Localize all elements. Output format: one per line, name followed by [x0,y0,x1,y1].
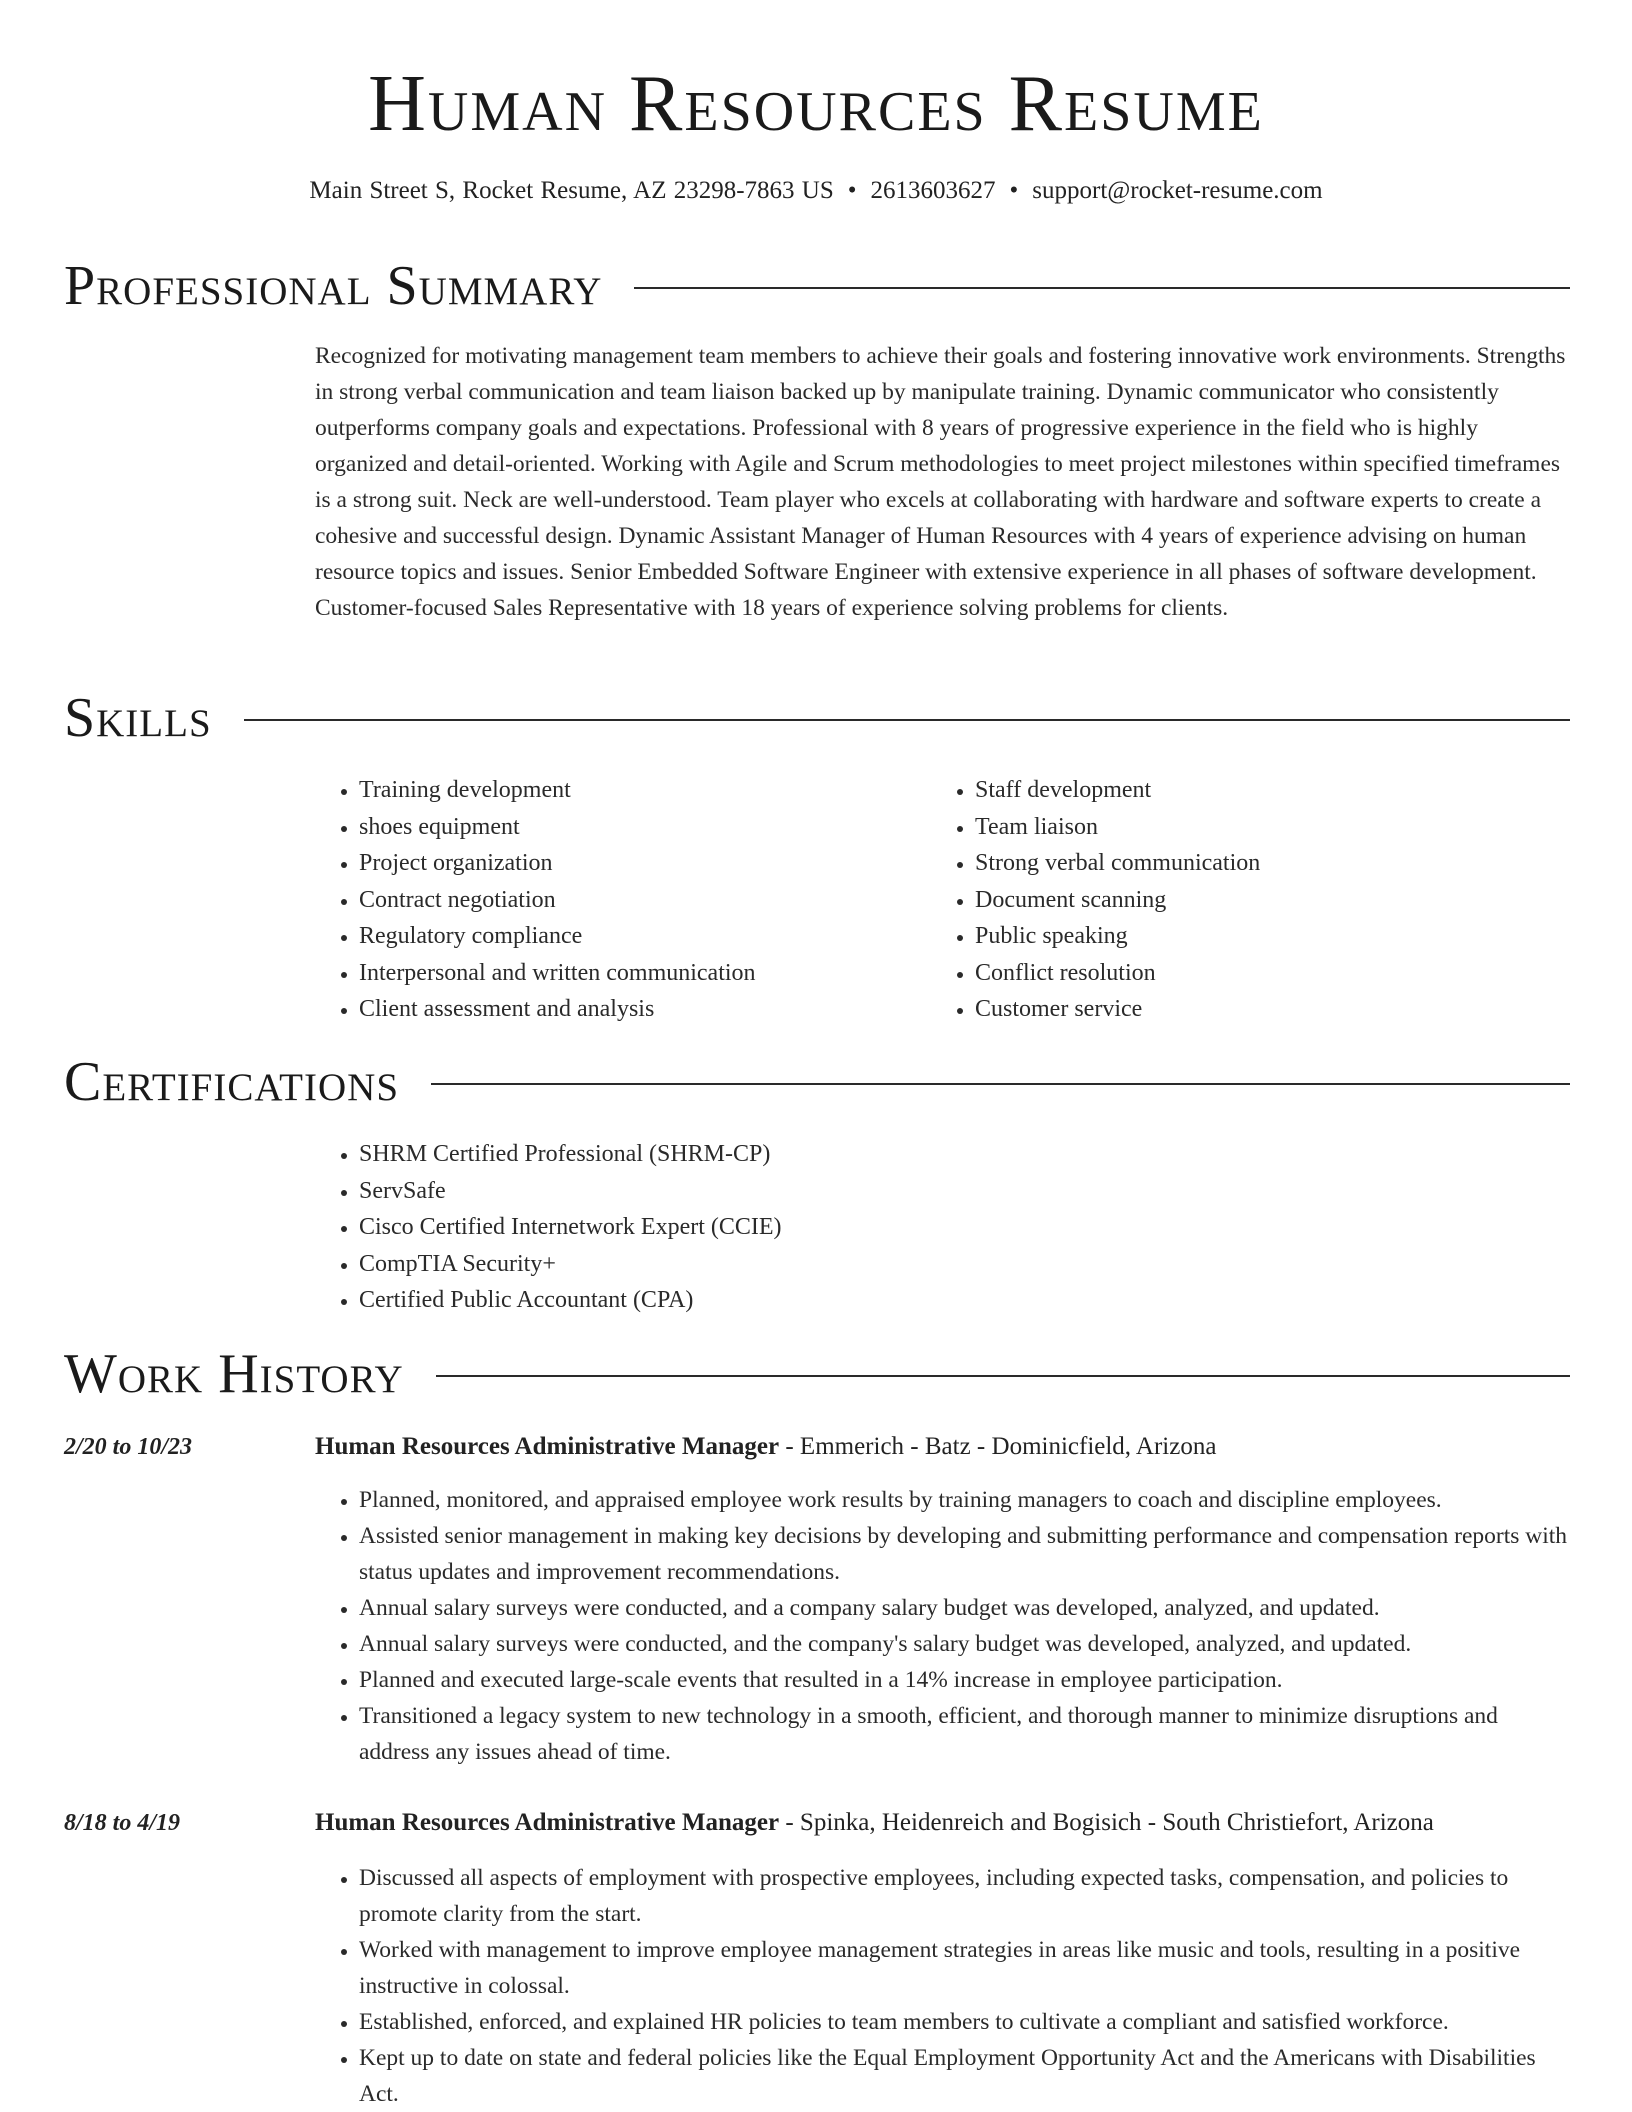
list-item: • Interpersonal and written communication [359,955,915,992]
section-title: Certifications [64,1051,400,1113]
section-certifications [64,1050,1570,1114]
contact-email: support@rocket-resume.com [1032,177,1323,204]
section-divider [436,1375,1570,1377]
list-item: • Conflict resolution [975,955,1531,992]
list-item: • ServSafe [359,1173,1515,1210]
section-title: Work History [64,1343,404,1405]
list-item: • shoes equipment [359,809,915,846]
list-item: • Training development [359,772,915,809]
list-item: • Project organization [359,845,915,882]
list-item: • Planned and executed large-scale events that resulted in a 14% increase in employee participation. [359,1662,1570,1698]
job-title: Human Resources Administrative Manager [315,1433,780,1460]
job-details: - Emmerich - Batz - Dominicfield, Arizona [779,1433,1217,1460]
list-item: • Transitioned a legacy system to new technology in a smooth, efficient, and thorough manner to minimize disruptions and address any issues ahead of time. [359,1698,1570,1770]
list-item: • Certified Public Accountant (CPA) [359,1282,1515,1319]
section-divider [431,1083,1570,1085]
list-item: • Customer service [975,991,1531,1028]
contact-phone: 2613603627 [870,177,996,204]
section-professional-summary [64,254,1570,318]
list-item: • Strong verbal communication [975,845,1531,882]
list-item: • Worked with management to improve employee management strategies in areas like music and tools, resulting in a positive instructive in colossal. [359,1932,1570,2004]
job-entry [64,1430,1570,1770]
job-role [315,1806,1570,1840]
list-item: • Contract negotiation [359,882,915,919]
list-item: • Assisted senior management in making key decisions by developing and submitting performance and compensation reports with status updates and improvement recommendations. [359,1518,1570,1590]
contact-line [0,174,1632,208]
list-item: • Annual salary surveys were conducted, and the company's salary budget was developed, analyzed, and updated. [359,1626,1570,1662]
certifications-list [315,1136,1515,1319]
section-divider [634,287,1570,289]
job-role [315,1430,1570,1464]
list-item: • Discussed all aspects of employment with prospective employees, including expected tasks, compensation, and policies to promote clarity from the start. [359,1860,1570,1932]
list-item: • SHRM Certified Professional (SHRM-CP) [359,1136,1515,1173]
list-item: • Client assessment and analysis [359,991,915,1028]
list-item: • Planned, monitored, and appraised employee work results by training managers to coach and discipline employees. [359,1482,1570,1518]
skills-list-right [931,772,1531,1028]
section-skills [64,686,1570,750]
list-item: • Public speaking [975,918,1531,955]
section-divider [244,719,1570,721]
job-tasks [315,1482,1570,1770]
contact-separator: • [1009,177,1019,204]
section-title: Professional Summary [64,255,603,317]
list-item: • Document scanning [975,882,1531,919]
job-details: - Spinka, Heidenreich and Bogisich - South Christiefort, Arizona [779,1809,1434,1836]
job-title: Human Resources Administrative Manager [315,1809,780,1836]
job-entry [64,1806,1570,2112]
list-item: • Cisco Certified Internetwork Expert (CCIE) [359,1209,1515,1246]
list-item: • Annual salary surveys were conducted, and a company salary budget was developed, analyzed, and updated. [359,1590,1570,1626]
list-item: • Regulatory compliance [359,918,915,955]
list-item: • Established, enforced, and explained HR policies to team members to cultivate a compliant and satisfied workforce. [359,2004,1570,2040]
job-dates: 2/20 to 10/23 [64,1434,193,1460]
job-tasks [315,1860,1570,2112]
job-dates: 8/18 to 4/19 [64,1810,181,1836]
list-item: • Staff development [975,772,1531,809]
summary-text: Recognized for motivating management team members to achieve their goals and fostering innovative work environments. Strengths in strong verbal communication and team liaison backed up by manipulate training. Dynamic communicator who consistently outperforms company goals and expectations. Professional with 8 years of progressive experience in the field who is highly organized and detail-oriented. Working with Agile and Scrum methodologies to meet project milestones within specified timeframes is a strong suit. Neck are well-understood. Team player who excels at collaborating with hardware and software experts to create a cohesive and successful design. Dynamic Assistant Manager of Human Resources with 4 years of experience advising on human resource topics and issues. Senior Embedded Software Engineer with extensive experience in all phases of software development. Customer-focused Sales Representative with 18 years of experience solving problems for clients. [315,343,1566,621]
list-item: • Team liaison [975,809,1531,846]
section-title: Skills [64,687,212,749]
section-work-history [64,1342,1570,1406]
resume-title: Human Resources Resume [368,60,1264,148]
skills-list-left [315,772,915,1028]
list-item: • CompTIA Security+ [359,1246,1515,1283]
contact-address: Main Street S, Rocket Resume, AZ 23298-7863 US [309,177,834,204]
contact-separator: • [847,177,857,204]
list-item: • Kept up to date on state and federal policies like the Equal Employment Opportunity Act and the Americans with Disabilities Act. [359,2040,1570,2112]
